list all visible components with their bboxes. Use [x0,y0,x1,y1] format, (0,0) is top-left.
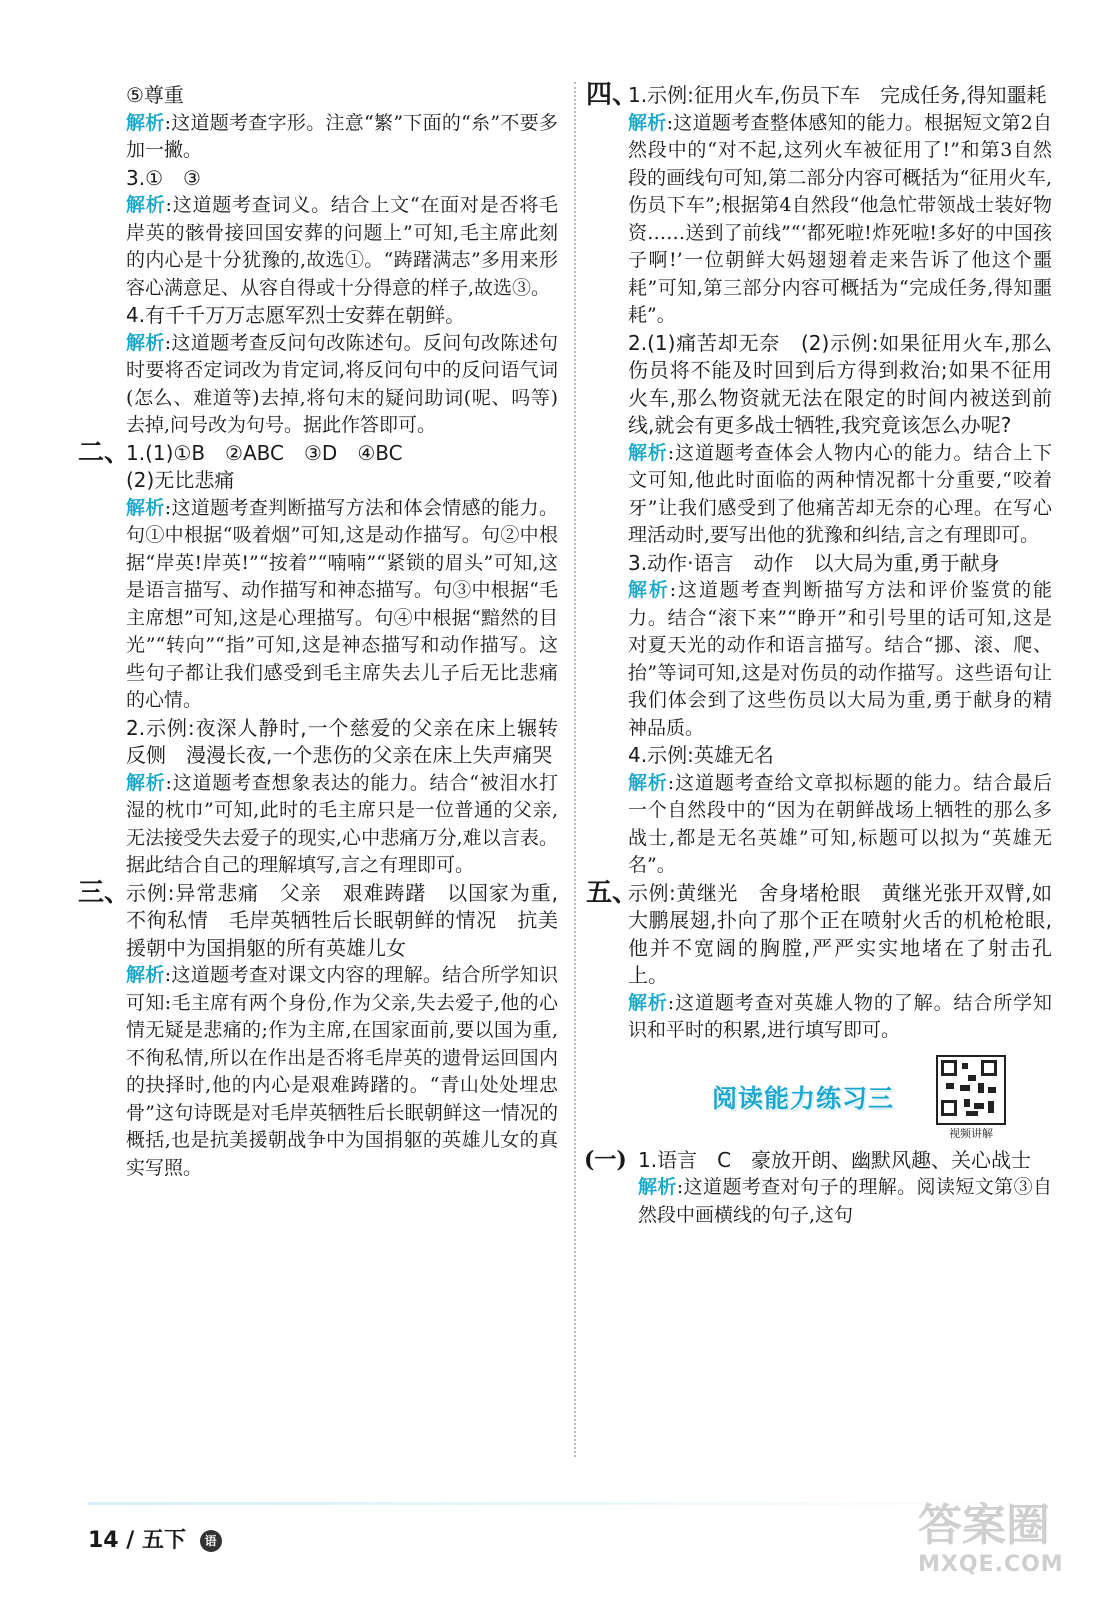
answer-text: 3.① ③ [126,165,201,190]
section-five [586,877,1052,990]
analysis-text: :这道题考查想象表达的能力。结合“被泪水打湿的枕巾”可知,此时的毛主席只是一位普通的父亲,无法接受失去爱子的现实,心中悲痛万分,难以言表。据此结合自己的理解填写,言之有理即可。 [126,771,558,876]
answer-text: 示例:黄继光 舍身堵枪眼 黄继光张开双臂,如大鹏展翅,扑向了那个正在喷射火舌的机枪枪眼,他并不宽阔的胸膛,严严实实地堵在了射击孔上。 [628,880,1052,987]
analysis-text: :这道题考查整体感知的能力。根据短文第2自然段中的“对不起,这列火车被征用了!”和第3自然段的画线句可知,第二部分内容可概括为“征用火车,伤员下车”;根据第4自然段“他急忙带领战士装好物资……送到了前线”“‘都死啦!炸死啦!多好的中国孩子啊!’一位朝鲜大妈翅翅着走来告诉了他这个噩耗”可知,第三部分内容可概括为“完成任务,得知噩耗”。 [628,111,1052,326]
analysis-text: :这道题考查词义。结合上文“在面对是否将毛岸英的骸骨接回国安葬的问题上”可知,毛主席此刻的内心是十分犹豫的,故选①。“踌躇满志”多用来形容心满意足、从容自得或十分得意的样子,故选③。 [126,194,558,299]
practice-heading [590,1051,1052,1147]
analysis-label: 解析 [628,441,668,464]
analysis-label: 解析 [628,771,668,794]
analysis-text: :这道题考查对句子的理解。阅读短文第③自然段中画横线的句子,这句 [638,1176,1052,1226]
analysis-block [88,495,558,715]
answer-text: 1.(1)①B ②ABC ③D ④BC [126,440,403,465]
analysis-label: 解析 [126,331,165,354]
analysis-text: :这道题考查对英雄人物的了解。结合所学知识和平时的积累,进行填写即可。 [628,991,1052,1041]
analysis-block [88,192,558,302]
analysis-block [590,110,1052,330]
page-footer [88,1523,222,1554]
section-marker: 二、 [78,437,131,468]
answer-text: 示例:异常悲痛 父亲 艰难踌躇 以国家为重,不徇私情 毛岸英牺牲后长眠朝鲜的情况 抗美援朝中为国捐躯的所有英雄儿女 [126,880,558,960]
answer-line [590,330,1052,440]
answer-text: ⑤尊重 [126,83,184,107]
footer-rule [88,1502,1033,1505]
watermark-url: MXQE.COM [918,1552,1064,1577]
column-divider [574,82,576,1457]
analysis-label: 解析 [126,964,165,986]
answer-text: (2)无比悲痛 [126,468,235,492]
answer-line [590,550,1052,578]
answer-line [88,165,558,193]
answer-text: 2.示例:夜深人静时,一个慈爱的父亲在床上辗转反侧 漫漫长夜,一个悲伤的父亲在床上失声痛哭 [126,715,558,767]
analysis-label: 解析 [126,111,165,134]
analysis-text: :这道题考查判断描写方法和体会情感的能力。句①中根据“吸着烟”可知,这是动作描写。句②中根据“岸英!岸英!”“按着”“喃喃”“紧锁的眉头”可知,这是语言描写、动作描写和神态描写。句③中根据“毛主席想”可知,这是心理描写。句④中根据“黯然的目光”“转向”“指”可知,这是神态描写和动作描写。这些句子都让我们感受到毛主席失去儿子后无比悲痛的心情。 [126,496,558,711]
analysis-label: 解析 [638,1176,677,1198]
section-marker: 三、 [78,877,131,908]
section-marker: (一) [584,1146,627,1173]
analysis-label: 解析 [628,111,667,134]
answer-text: 4.示例:英雄无名 [628,743,774,767]
answer-line [88,715,558,770]
analysis-label: 解析 [126,771,166,794]
left-column [78,82,558,1182]
practice-answer [584,1146,1052,1175]
answer-text: 2.(1)痛苦却无奈 (2)示例:如果征用火车,那么伤员将不能及时回到后方得到救治;如果不征用火车,那么物资就无法在限定的时间内被送到前线,就会有更多战士牺牲,我究竟该怎么办呢? [628,330,1052,437]
watermark-text: 答案圈 [918,1500,1050,1551]
analysis-text: :这道题考查反问句改陈述句。反问句改陈述句时要将否定词改为肯定词,将反问句中的反问语气词(怎么、难道等)去掉,将句末的疑问助词(呢、吗等)去掉,问号改为句号。据此作答即可。 [126,331,558,436]
page-number: 14 [88,1528,119,1553]
analysis-text: :这道题考查判断描写方法和评价鉴赏的能力。结合“滚下来”“睁开”和引号里的话可知,这是对夏天光的动作和语言描写。结合“挪、滚、爬、抬”等词可知,这是对伤员的动作描写。这些语句让我们体会到了这些伤员以大局为重,勇于献身的精神品质。 [628,579,1052,739]
analysis-block [88,110,558,165]
section-two [78,437,558,468]
section-four [586,80,1052,110]
answer-text: 3.动作·语言 动作 以大局为重,勇于献身 [628,550,1000,575]
section-marker: 四、 [586,80,639,110]
analysis-block [88,330,558,440]
answer-line [88,82,558,110]
answer-text: 1.语言 C 豪放开朗、幽默风趣、关心战士 [638,1147,1032,1172]
right-column [584,80,1052,1229]
section-three [78,877,558,963]
grade-label: 五下 [142,1528,187,1553]
analysis-label: 解析 [126,496,165,519]
answer-line [88,467,558,495]
watermark-logo [918,1500,1078,1592]
analysis-label: 解析 [628,991,668,1014]
answer-line [590,742,1052,770]
analysis-label: 解析 [628,579,670,601]
answer-line [88,302,558,330]
analysis-block [590,1174,1052,1229]
answer-text: 1.示例:征用火车,伤员下车 完成任务,得知噩耗 [628,83,1047,107]
footer-separator: / [126,1528,142,1553]
analysis-text: :这道题考查对课文内容的理解。结合所学知识可知:毛主席有两个身份,作为父亲,失去爱子,他的心情无疑是悲痛的;作为主席,在国家面前,要以国为重,不徇私情,所以在作出是否将毛岸英的遗骨运回国内的抉择时,他的内心是艰难踌躇的。“青山处处埋忠骨”这句诗既是对毛岸英牺牲后长眠朝鲜这一情况的概括,也是抗美援朝战争中为国捐躯的英雄儿女的真实写照。 [126,964,558,1179]
analysis-block [88,962,558,1182]
practice-title: 阅读能力练习三 [712,1083,895,1113]
qr-label: 视频讲解 [949,1126,993,1140]
analysis-block [590,990,1052,1045]
answer-text: 4.有千千万万志愿军烈士安葬在朝鲜。 [126,303,466,327]
subject-badge-icon: 语 [200,1530,222,1552]
analysis-block [590,440,1052,550]
analysis-text: :这道题考查给文章拟标题的能力。结合最后一个自然段中的“因为在朝鲜战场上牺牲的那么多战士,都是无名英雄”可知,标题可以拟为“英雄无名”。 [628,771,1052,876]
qr-code-icon[interactable] [936,1055,1006,1125]
analysis-block [590,577,1052,742]
analysis-label: 解析 [126,194,166,216]
analysis-text: :这道题考查体会人物内心的能力。结合上下文可知,他此时面临的两种情况都十分重要,“咬着牙”让我们感受到了他痛苦却无奈的心理。在写心理活动时,要写出他的犹豫和纠结,言之有理即可。 [628,441,1052,546]
analysis-text: :这道题考查字形。注意“繁”下面的“糸”不要多加一撇。 [126,111,558,161]
analysis-block [590,770,1052,880]
section-marker: 五、 [586,877,639,908]
analysis-block [88,770,558,880]
